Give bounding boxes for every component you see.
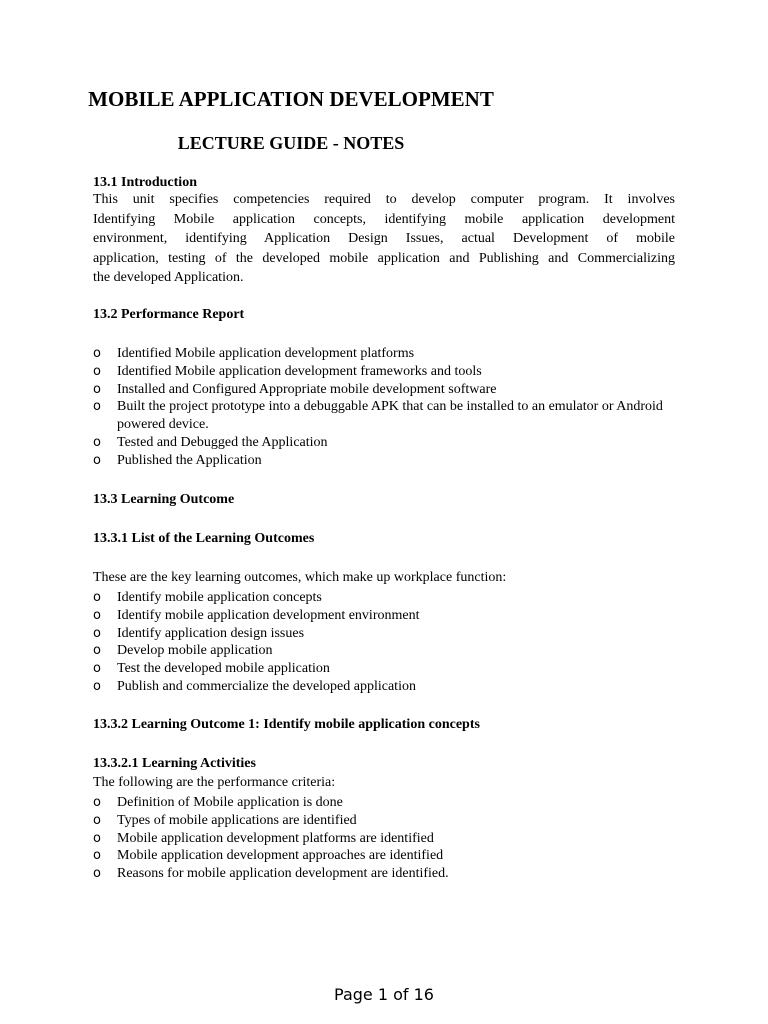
bullet-icon: o: [93, 848, 101, 864]
list-item: o Definition of Mobile application is done: [93, 795, 343, 810]
document-title: MOBILE APPLICATION DEVELOPMENT: [88, 87, 494, 111]
learning-outcomes-intro: These are the key learning outcomes, which make up workplace function:: [93, 570, 507, 585]
list-item: o Mobile application development approaches are identified: [93, 848, 444, 864]
performance-report-list: [93, 345, 675, 470]
list-item: o Test the developed mobile application: [93, 661, 330, 677]
bullet-icon: o: [93, 661, 101, 677]
section-heading-13-1: 13.1 Introduction: [93, 175, 197, 190]
list-item: o Reasons for mobile application development are identified.: [93, 866, 449, 882]
section-heading-13-3: 13.3 Learning Outcome: [93, 492, 235, 507]
performance-criteria-intro: The following are the performance criteria:: [93, 775, 336, 790]
list-item: o Published the Application: [93, 452, 262, 468]
section-heading-13-2: 13.2 Performance Report: [93, 307, 245, 322]
bullet-icon: o: [93, 346, 101, 361]
paragraph-line: environment, identifying Application Design Issues, actual Development of mobile: [93, 231, 675, 247]
list-item: o Mobile application development platforms are identified: [93, 830, 434, 846]
list-item: o Identify mobile application concepts: [93, 590, 322, 605]
list-item: o Identify mobile application development environment: [93, 607, 420, 623]
list-item: o Identify application design issues: [93, 625, 305, 641]
list-item: o Publish and commercialize the developed application: [93, 678, 416, 694]
performance-criteria-list: [93, 794, 675, 883]
bullet-icon: o: [93, 678, 101, 694]
list-item: o Tested and Debugged the Application: [93, 434, 328, 450]
list-item: o Develop mobile application: [93, 643, 273, 659]
section-heading-13-3-1: 13.3.1 List of the Learning Outcomes: [93, 531, 315, 546]
bullet-icon: o: [93, 590, 101, 605]
bullet-icon: o: [93, 607, 101, 623]
learning-outcomes-list: [93, 589, 675, 696]
bullet-icon: o: [93, 643, 101, 659]
bullet-icon: o: [93, 866, 101, 882]
list-item: o Installed and Configured Appropriate mobile development software: [93, 381, 497, 397]
paragraph-line: application, testing of the developed mobile application and Publishing and Commercializing: [93, 250, 675, 266]
bullet-icon: o: [93, 381, 101, 397]
section-heading-13-3-2: 13.3.2 Learning Outcome 1: Identify mobile application concepts: [93, 717, 480, 732]
bullet-icon: o: [93, 830, 101, 846]
bullet-icon: o: [93, 795, 101, 810]
section-heading-13-3-2-1: 13.3.2.1 Learning Activities: [93, 756, 256, 771]
paragraph-line: This unit specifies competencies required to develop computer program. It involves: [93, 192, 675, 207]
paragraph-line: Identifying Mobile application concepts, identifying mobile application development: [93, 211, 675, 227]
page-number: Page 1 of 16: [334, 985, 434, 1004]
list-item: o Identified Mobile application development platforms: [93, 346, 415, 361]
list-item: o Identified Mobile application development frameworks and tools: [93, 363, 482, 379]
bullet-icon: o: [93, 625, 101, 641]
introduction-paragraph: [93, 190, 675, 288]
bullet-icon: o: [93, 363, 101, 379]
bullet-icon: o: [93, 812, 101, 828]
bullet-icon: o: [93, 452, 101, 468]
bullet-icon: o: [93, 434, 101, 450]
bullet-icon: o: [93, 399, 101, 415]
document-subtitle: LECTURE GUIDE - NOTES: [177, 133, 405, 153]
list-item: o Built the project prototype into a debuggable APK that can be installed to an emulator or Android powered device.: [93, 399, 663, 433]
paragraph-line: the developed Application.: [93, 270, 244, 286]
list-item: o Types of mobile applications are identified: [93, 812, 357, 828]
